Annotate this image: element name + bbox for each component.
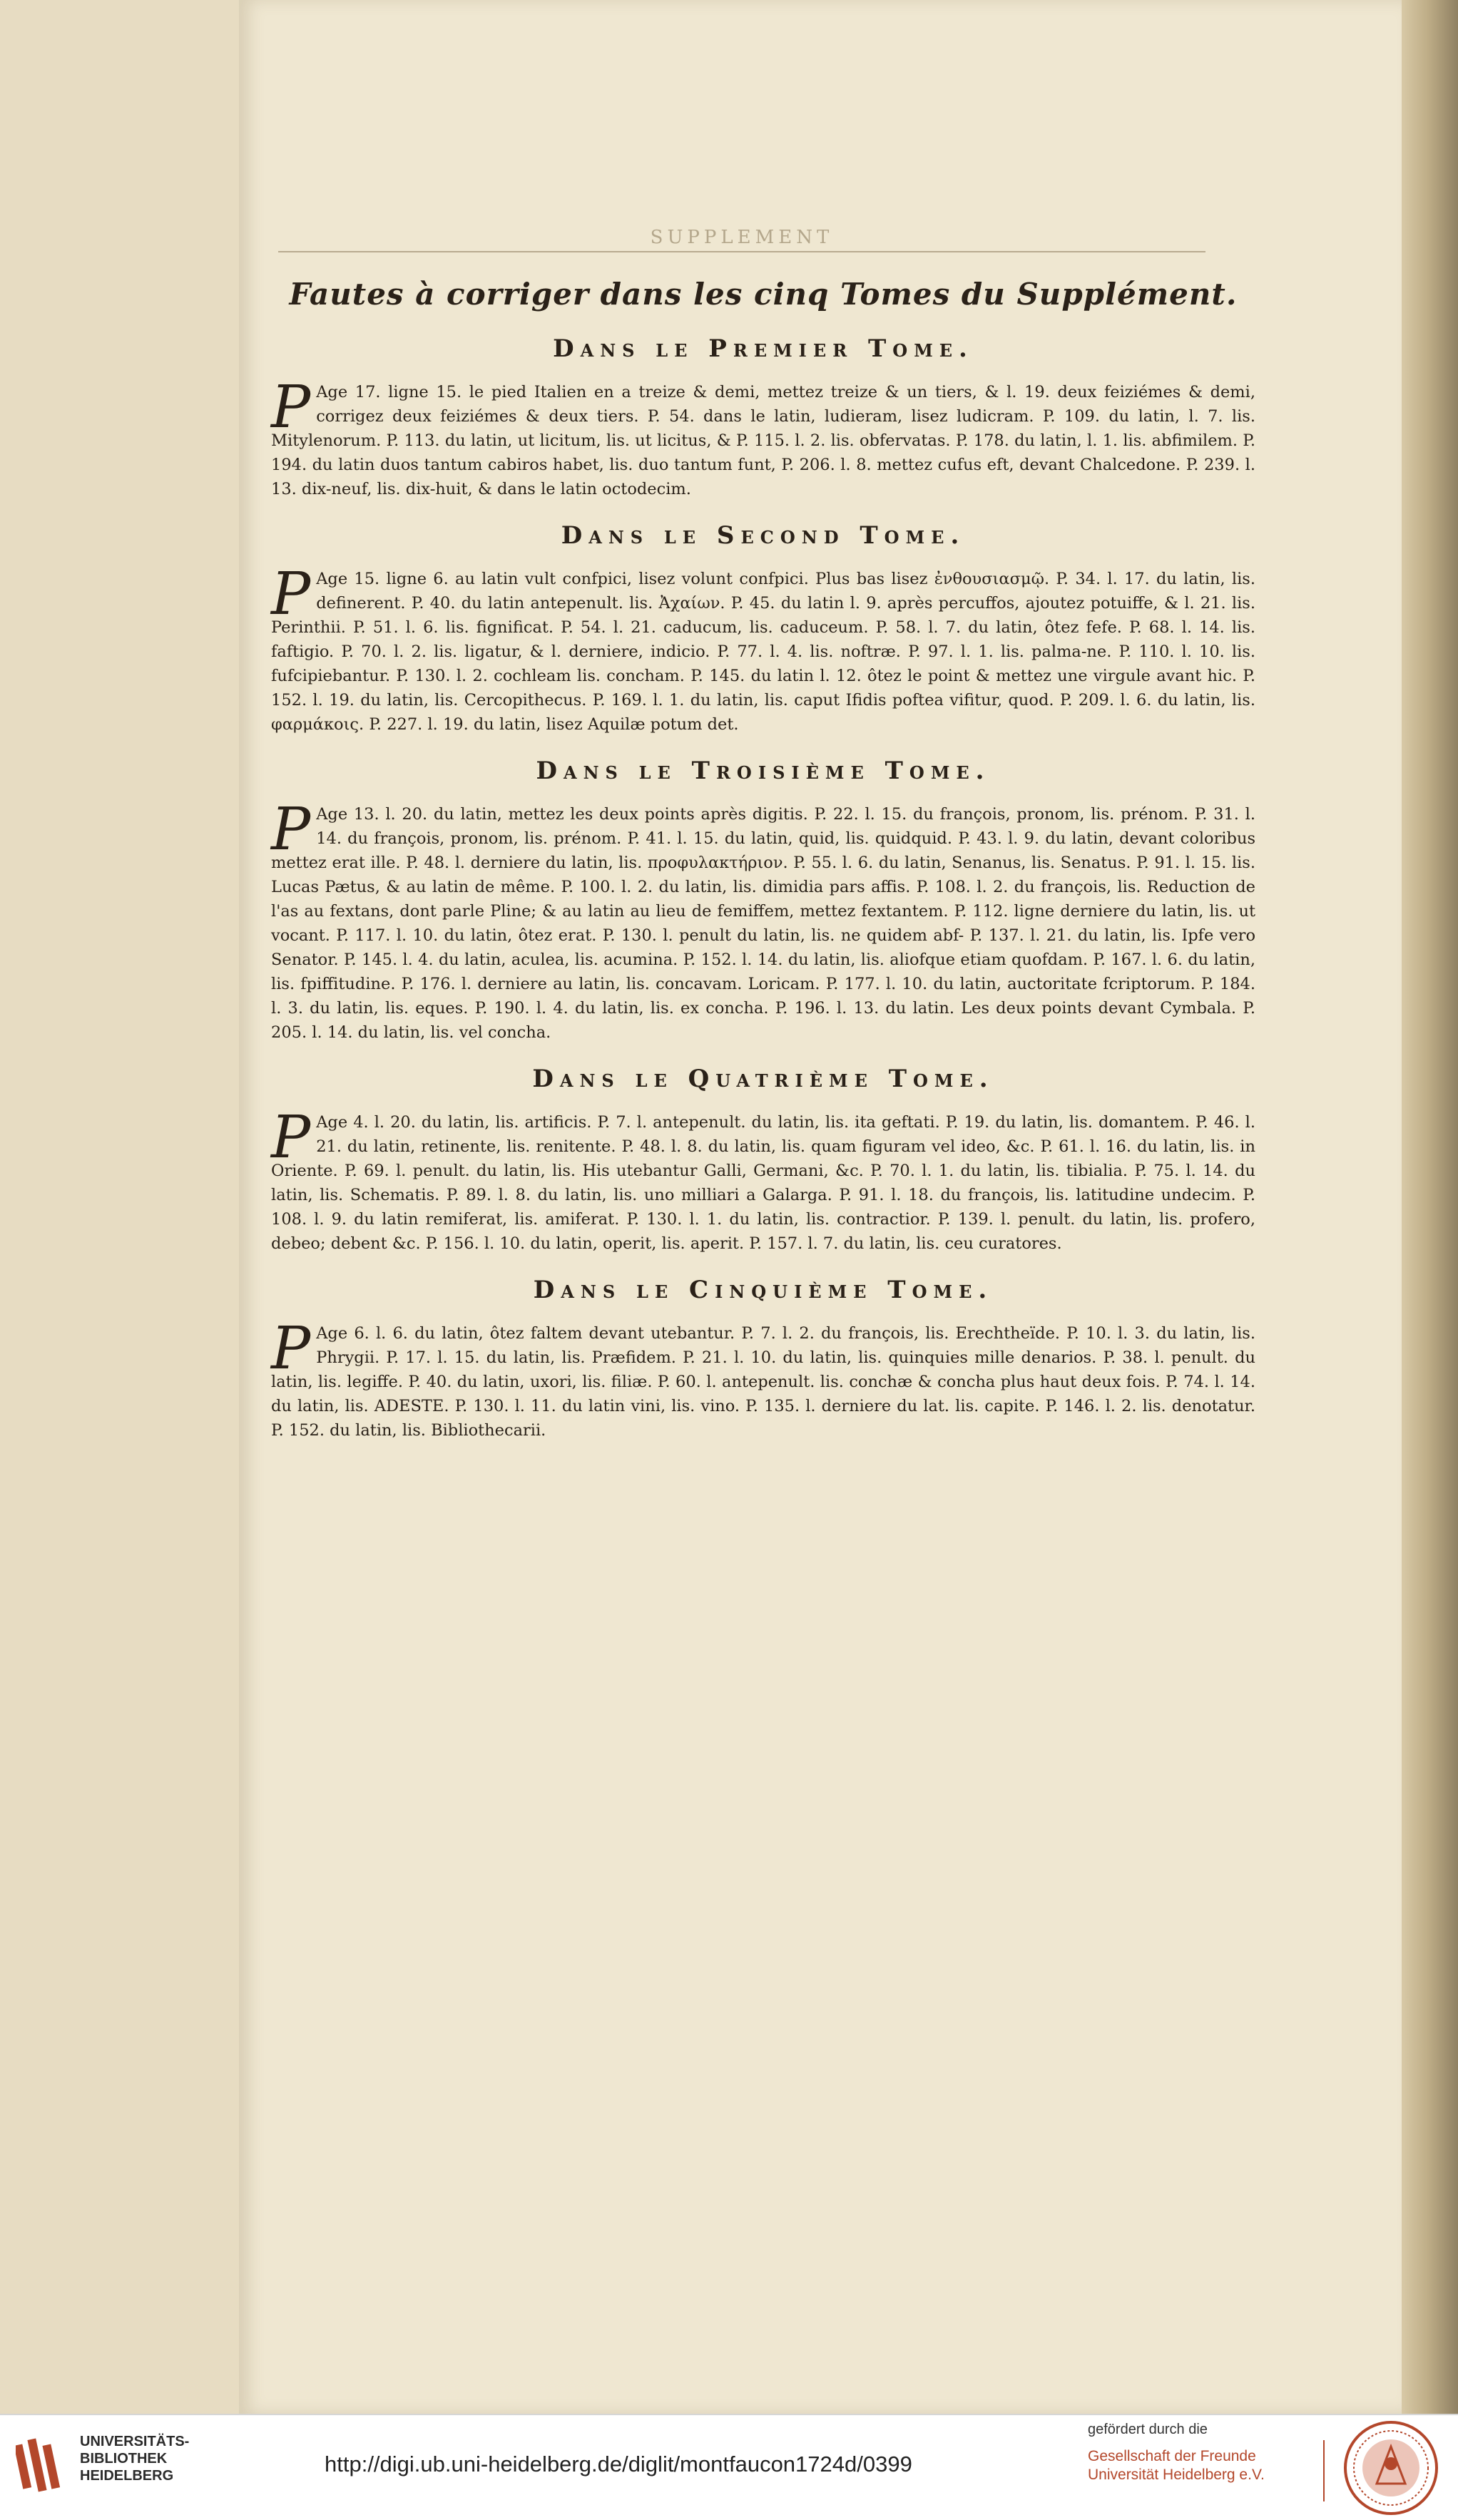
library-name[interactable] [80, 2433, 223, 2484]
sponsor-divider [1323, 2440, 1325, 2501]
section-body-tome-2 [271, 560, 1255, 737]
sponsor-name-line: Universität Heidelberg e.V. [1088, 2467, 1265, 2483]
university-library-logo-icon[interactable] [16, 2432, 71, 2503]
drop-cap: P [271, 374, 311, 441]
running-head-rule [278, 251, 1205, 252]
page-title: Fautes à corriger dans les cinq Tomes du Supplément. [289, 277, 1238, 312]
section-text: Age 17. ligne 15. le pied Italien en a treize & demi, mettez treize & un tiers, & l. 19. deux feiziémes & demi, corrigez deux feiziémes & deux tiers. P. 54. dans le latin, ludieram, lisez ludicram. P. 109. du latin, l. 7. lis. Mitylenorum. P. 113. du latin, ut licitum, lis. ut licitus, & P. 115. l. 2. lis. obfervatas. P. 178. du latin, l. 1. lis. abfimilem. P. 194. du latin duos tantum cabiros habet, lis. duo tantum funt, P. 206. l. 8. mettez cufus eft, devant Chalcedone. P. 239. l. 13. dix-neuf, lis. dix-huit, & dans le latin octodecim. [271, 383, 1255, 498]
permalink-url[interactable]: http://digi.ub.uni-heidelberg.de/diglit/montfaucon1724d/0399 [325, 2452, 912, 2477]
section-body-tome-3 [271, 796, 1255, 1045]
running-head: SUPPLEMENT [650, 227, 834, 248]
university-seal-icon[interactable] [1342, 2419, 1439, 2516]
drop-cap: P [271, 796, 311, 864]
errata-text-block [271, 277, 1255, 1443]
section-heading-tome-1: Dans le Premier Tome. [553, 334, 974, 363]
section-body-tome-5 [271, 1315, 1255, 1443]
section-body-tome-4 [271, 1104, 1255, 1256]
section-text: Age 13. l. 20. du latin, mettez les deux points après digitis. P. 22. l. 15. du françois, pronom, lis. prénom. P. 31. l. 14. du françois, pronom, lis. prénom. P. 41. l. 15. du latin, quid, lis. quidquid. P. 43. l. 9. du latin, devant coloribus mettez erat ille. P. 48. l. derniere du latin, lis. προφυλακτήριον. P. 55. l. 6. du latin, Senanus, lis. Senatus. P. 91. l. 15. lis. Lucas Pætus, & au latin de même. P. 100. l. 2. du latin, lis. dimidia pars affis. P. 108. l. 2. du françois, lis. Reduction de l'as au fextans, dont parle Pline; & au latin au lieu de femiffem, mettez fextantem. P. 112. ligne derniere du latin, lis. ut vocant. P. 117. l. 10. du latin, ôtez erat. P. 130. l. penult du latin, lis. ne quidem abf- P. 137. l. 21. du latin, lis. Ipfe vero Senator. P. 145. l. 4. du latin, aculea, lis. acumina. P. 152. l. 14. du latin, lis. aliofque etiam quofdam. P. 167. l. 6. du latin, lis. fpiffitudine. P. 176. l. derniere au latin, lis. concavam. Loricam. P. 177. l. 10. du latin, auctoritate fcriptorum. P. 184. l. 3. du latin, lis. eques. P. 190. l. 4. du latin, lis. ex concha. P. 196. l. 13. du latin. Les deux points devant Cymbala. P. 205. l. 14. du latin, lis. vel concha. [271, 805, 1255, 1042]
section-text: Age 15. ligne 6. au latin vult confpici, lisez volunt confpici. Plus bas lisez ἐνθουσιασμῷ. P. 34. l. 17. du latin, lis. definerent. P. 40. du latin antepenult. lis. Ἀχαίων. P. 45. du latin l. 9. après percuffos, ajoutez potuiffe, & l. 21. lis. Perinthii. P. 51. l. 6. lis. fignificat. P. 54. l. 21. caducum, lis. caduceum. P. 58. l. 7. du latin, ôtez fefe. P. 68. l. 14. lis. faftigio. P. 70. l. 2. lis. ligatur, & l. derniere, indicio. P. 77. l. 4. lis. noftræ. P. 97. l. 1. lis. palma-ne. P. 110. l. 10. lis. fufcipiebantur. P. 130. l. 2. cochleam lis. concham. P. 145. du latin l. 12. ôtez le point & mettez une virgule avant hic. P. 152. l. 19. du latin, lis. Cercopithecus. P. 169. l. 1. du latin, lis. caput Ifidis poftea vifitur, quod. P. 209. l. 6. du latin, lis. φαρμάκοις. P. 227. l. 19. du latin, lisez Aquilæ potum det. [271, 570, 1255, 734]
sponsor-name-line: Gesellschaft der Freunde [1088, 2448, 1256, 2464]
section-heading-tome-3: Dans le Troisième Tome. [536, 757, 991, 785]
section-text: Age 6. l. 6. du latin, ôtez faltem devant utebantur. P. 7. l. 2. du françois, lis. Erechtheïde. P. 10. l. 3. du latin, lis. Phrygii. P. 17. l. 15. du latin, lis. Præfidem. P. 21. l. 10. du latin, lis. quinquies mille denarios. P. 38. l. penult. du latin, lis. legiffe. P. 40. du latin, uxori, lis. filiæ. P. 60. l. antepenult. lis. conchæ & concha plus haut deux fois. P. 74. l. 14. du latin, lis. ADESTE. P. 130. l. 11. du latin vini, lis. vino. P. 135. l. derniere du lat. lis. capite. P. 146. l. 2. lis. denotatur. P. 152. du latin, lis. Bibliothecarii. [271, 1324, 1255, 1440]
section-heading-tome-2: Dans le Second Tome. [561, 521, 966, 550]
drop-cap: P [271, 1315, 311, 1383]
library-name-line: BIBLIOTHEK [80, 2451, 168, 2467]
section-heading-tome-5: Dans le Cinquième Tome. [533, 1276, 994, 1304]
drop-cap: P [271, 560, 311, 628]
library-name-line: UNIVERSITÄTS- [80, 2434, 190, 2449]
library-name-line: HEIDELBERG [80, 2468, 174, 2484]
drop-cap: P [271, 1104, 311, 1172]
book-binding-edge [1402, 0, 1458, 2414]
sponsor-label: gefördert durch die [1088, 2422, 1208, 2437]
sponsor-name[interactable] [1088, 2447, 1323, 2484]
section-body-tome-1 [271, 374, 1255, 501]
section-text: Age 4. l. 20. du latin, lis. artificis. P. 7. l. antepenult. du latin, lis. ita geftati. P. 19. du latin, lis. domantem. P. 46. l. 21. du latin, retinente, lis. renitente. P. 48. l. 8. du latin, lis. quam figuram vel ideo, &c. P. 61. l. 16. du latin, lis. in Oriente. P. 69. l. penult. du latin, lis. His utebantur Galli, Germani, &c. P. 70. l. 1. du latin, lis. tibialia. P. 75. l. 14. du latin, lis. Schematis. P. 89. l. 8. du latin, lis. uno milliari a Galarga. P. 91. l. 18. du françois, lis. latitudine undecim. P. 108. l. 9. du latin remiferat, lis. amiferat. P. 130. l. 1. du latin, lis. contractior. P. 139. l. penult. du latin, lis. profero, debeo; debent &c. P. 156. l. 10. du latin, operit, lis. aperit. P. 157. l. 7. du latin, lis. ceu curatores. [271, 1113, 1255, 1253]
section-heading-tome-4: Dans le Quatrième Tome. [532, 1065, 994, 1093]
